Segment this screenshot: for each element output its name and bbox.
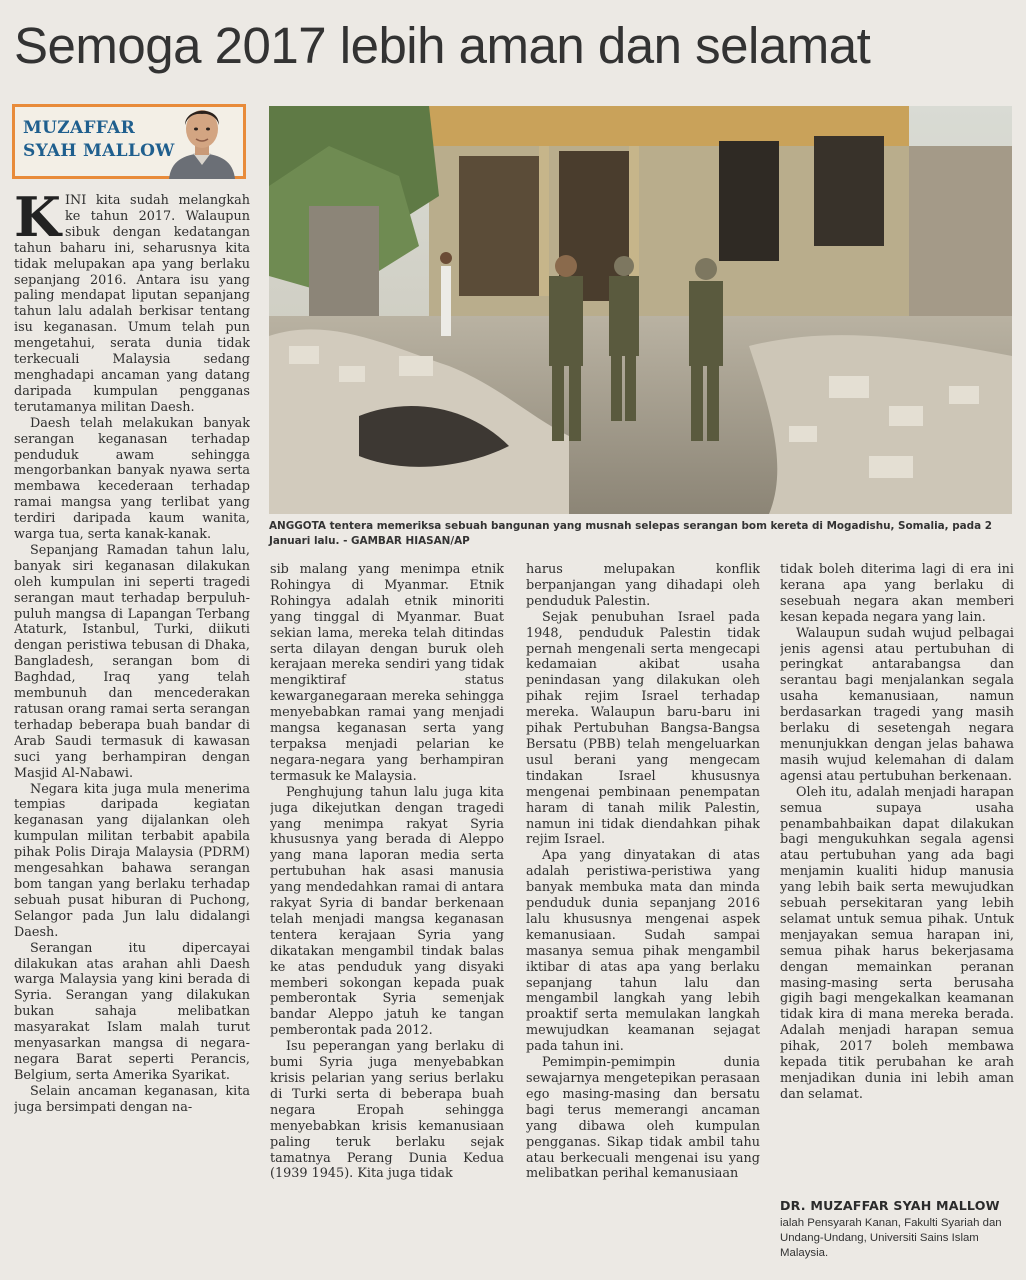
- byline-line-2: SYAH MALLOW: [23, 141, 175, 161]
- paragraph: Apa yang dinyatakan di atas adalah peristiwa-peristiwa yang banyak membuka mata dan minda penduduk dunia sepanjang 2016 lalu khususnya mengenai aspek kemanusiaan. Sudah sampai masanya semua pihak mengambil iktibar di atas apa yang berlaku sepanjang tahun lalu dan mengambil langkah yang lebih proaktif serta memulakan langkah mewujudkan keamanan sejagat pada tahun ini.: [526, 848, 760, 1055]
- article-column-1: [14, 193, 250, 1268]
- paragraph: KINI kita sudah melangkah ke tahun 2017. Walaupun sibuk dengan kedatangan tahun baharu ini, seharusnya kita tidak melupakan apa yang berlaku sepanjang 2016. Antara isu yang paling mendapat liputan sepanjang tahun lalu adalah berkisar tentang isu keganasan. Umum telah pun mengetahui, serata dunia tidak terkecuali Malaysia sedang menghadapi ancaman yang datang daripada kumpulan pengganas terutamanya militan Daesh.: [14, 193, 250, 415]
- drop-cap: K: [14, 193, 61, 249]
- article-column-3: [526, 562, 760, 1274]
- signature-description: ialah Pensyarah Kanan, Fakulti Syariah dan Undang-Undang, Universiti Sains Islam Malaysia.: [780, 1217, 1002, 1259]
- paragraph: Sepanjang Ramadan tahun lalu, banyak siri keganasan dilakukan oleh kumpulan ini seperti tragedi serangan maut terhadap berpuluh-puluh mangsa di Lapangan Terbang Ataturk, Istanbul, Turki, diikuti dengan peristiwa tebusan di Dhaka, Bangladesh, serangan bom di Baghdad, Iraq yang telah membunuh dan mencederakan ratusan orang ramai serta serangan terhadap beberapa buah bandar di Arab Saudi termasuk di kawasan suci yang berhampiran dengan Masjid Al-Nabawi.: [14, 542, 250, 781]
- paragraph: tidak boleh diterima lagi di era ini kerana apa yang berlaku di sesebuah negara akan memberi kesan kepada negara yang lain.: [780, 562, 1014, 625]
- photo-caption: [269, 519, 1019, 549]
- byline-box: [12, 104, 246, 179]
- paragraph: harus melupakan konflik berpanjangan yang dihadapi oleh penduduk Palestin.: [526, 562, 760, 609]
- paragraph: Serangan itu dipercayai dilakukan atas arahan ahli Daesh warga Malaysia yang kini berada di Syria. Serangan yang dilakukan bukan sahaja melibatkan masyarakat Islam malah turut menyasarkan mangsa di negara-negara Barat seperti Perancis, Belgium, serta Amerika Syarikat.: [14, 940, 250, 1083]
- paragraph: Isu peperangan yang berlaku di bumi Syria juga menyebabkan krisis pelarian yang serius berlaku di Turki serta di beberapa buah negara Eropah sehingga menyebabkan krisis kemanusiaan paling teruk berlaku sejak tamatnya Perang Dunia Kedua (1939 1945). Kita juga tidak: [270, 1039, 504, 1182]
- paragraph: Penghujung tahun lalu juga kita juga dikejutkan dengan tragedi yang menimpa rakyat Syria khususnya yang berada di Aleppo yang mana laporan media serta pertubuhan hak asasi manusia yang mendedahkan ramai di antara rakyat Syria di bandar berkenaan telah menjadi mangsa keganasan tentera kerajaan Syria yang dikatakan mengambil tindak balas ke atas penduduk yang disyaki memberi sokongan kepada puak pemberontak Syria semenjak bandar Aleppo jatuh ke tangan pemberontak pada 2012.: [270, 784, 504, 1039]
- paragraph: Negara kita juga mula menerima tempias daripada kegiatan keganasan yang dijalankan oleh kumpulan militan terbabit apabila pihak Polis Diraja Malaysia (PDRM) mengesahkan bahawa serangan bom tangan yang berlaku terhadap sebuah pusat hiburan di Puchong, Selangor pada Jun lalu didalangi Daesh.: [14, 781, 250, 940]
- headline: Semoga 2017 lebih aman dan selamat: [14, 17, 871, 74]
- paragraph: Selain ancaman keganasan, kita juga bersimpati dengan na-: [14, 1083, 250, 1115]
- article-column-4: [780, 562, 1014, 1182]
- paragraph: sib malang yang menimpa etnik Rohingya di Myanmar. Etnik Rohingya adalah etnik minoriti yang tinggal di Myanmar. Buat sekian lama, mereka telah ditindas serta dilayan dengan buruk oleh kerajaan mereka sendiri yang tidak mengiktiraf status kewarganegaraan mereka sehingga menyebabkan ramai yang menjadi mangsa keganasan serta yang terpaksa menjadi pelarian ke negara-negara yang berhampiran termasuk ke Malaysia.: [270, 562, 504, 784]
- article-column-2: [270, 562, 504, 1274]
- author-photo: [163, 95, 241, 179]
- photo-credit: - GAMBAR HIASAN/AP: [343, 535, 470, 547]
- paragraph: Walaupun sudah wujud pelbagai jenis agensi atau pertubuhan di peringkat antarabangsa dan serantau bagi menjalankan segala usaha kemanusiaan, namun berdasarkan tragedi yang masih berlaku di sesetengah negara menunjukkan dengan jelas bahawa masih wujud kelemahan di dalam agensi atau pertubuhan berkenaan.: [780, 625, 1014, 784]
- paragraph: Oleh itu, adalah menjadi harapan semua supaya usaha penambahbaikan dapat dilakukan bagi mengukuhkan segala agensi atau pertubuhan yang ada bagi menjamin kualiti hidup manusia yang lebih baik serta mewujudkan sebuah persekitaran yang lebih selamat untuk semua pihak. Untuk menjayakan semua harapan ini, semua pihak harus bekerjasama dengan memainkan peranan masing-masing serta berusaha gigih bagi mengekalkan keamanan tidak kira di mana mereka berada. Adalah menjadi harapan semua pihak, 2017 boleh membawa kepada titik perubahan ke arah menjadikan dunia ini lebih aman dan selamat.: [780, 784, 1014, 1102]
- paragraph: Sejak penubuhan Israel pada 1948, penduduk Palestin tidak pernah mengenali serta mengecapi kedamaian akibat usaha penindasan yang dilakukan oleh pihak rejim Israel terhadap mereka. Walaupun baru-baru ini pihak Pertubuhan Bangsa-Bangsa Bersatu (PBB) telah mengeluarkan usul berani yang mengecam tindakan Israel khususnya mengenai pembinaan penempatan haram di tanah milik Palestin, namun ini tidak diendahkan pihak rejim Israel.: [526, 609, 760, 848]
- signature-name: DR. MUZAFFAR SYAH MALLOW: [780, 1198, 1000, 1213]
- paragraph: Pemimpin-pemimpin dunia sewajarnya mengetepikan perasaan ego masing-masing dan bersatu bagi terus memerangi ancaman yang dibawa oleh kumpulan pengganas. Sikap tidak ambil tahu atau berkecuali mengenai isu yang melibatkan perihal kemanusiaan: [526, 1055, 760, 1182]
- author-signature: [780, 1198, 1020, 1261]
- paragraph: Daesh telah melakukan banyak serangan keganasan terhadap penduduk awam sehingga mengorbankan banyak nyawa serta membawa kecederaan terhadap ramai mangsa yang terlibat yang terdiri daripada kaum wanita, warga tua, serta kanak-kanak.: [14, 415, 250, 543]
- photo-caption-text: ANGGOTA tentera memeriksa sebuah bangunan yang musnah selepas serangan bom kereta di Mogadishu, Somalia, pada 2 Januari lalu.: [269, 520, 992, 547]
- news-photo: [269, 106, 1012, 514]
- byline-line-1: MUZAFFAR: [23, 118, 136, 138]
- byline-name: [23, 117, 175, 163]
